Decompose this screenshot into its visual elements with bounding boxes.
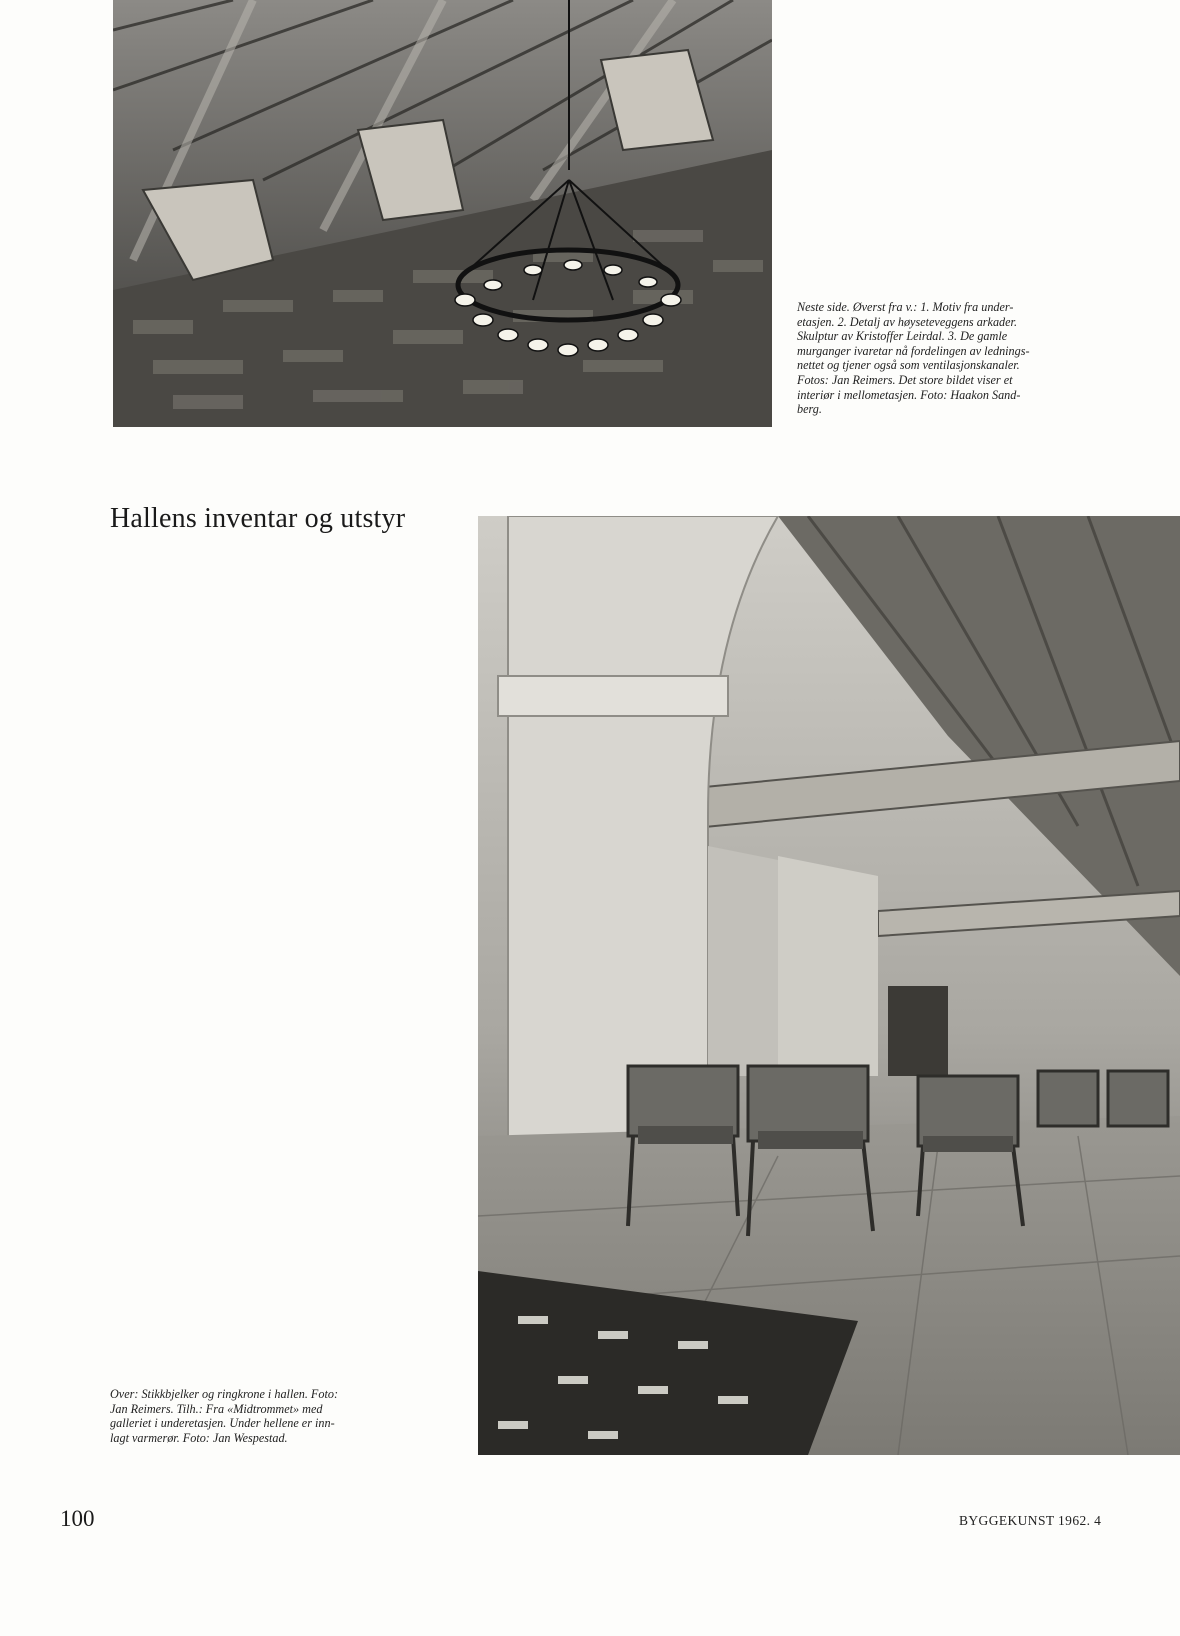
caption-line: berg. <box>797 402 822 417</box>
photo-roof-beams-chandelier <box>113 0 772 427</box>
caption-line: Over: Stikkbjelker og ringkrone i hallen. Foto: <box>110 1387 338 1401</box>
caption-line: etasjen. 2. Detalj av høyseteveggens arkader. <box>797 314 1017 329</box>
photo-hall-interior-image <box>478 516 1180 1455</box>
caption-line: Skulptur av Kristoffer Leirdal. 3. De gamle <box>797 329 1008 344</box>
journal-issue: BYGGEKUNST 1962. 4 <box>959 1513 1102 1528</box>
caption-next-page <box>797 300 1115 417</box>
section-title: Hallens inventar og utstyr <box>110 503 406 534</box>
photo-hall-interior <box>478 516 1180 1455</box>
caption-line: Jan Reimers. Tilh.: Fra «Midtrommet» med <box>110 1401 323 1416</box>
caption-line: Fotos: Jan Reimers. Det store bildet viser et <box>797 372 1013 387</box>
caption-line: murganger ivaretar nå fordelingen av lednings- <box>797 343 1030 358</box>
caption-line: galleriet i underetasjen. Under hellene er inn- <box>110 1416 335 1431</box>
caption-line: Neste side. Øverst fra v.: 1. Motiv fra under- <box>797 300 1014 314</box>
caption-line: interiør i mellometasjen. Foto: Haakon Sand- <box>797 387 1021 402</box>
caption-line: lagt varmerør. Foto: Jan Wespestad. <box>110 1430 288 1445</box>
page-number: 100 <box>60 1506 95 1531</box>
caption-line: nettet og tjener også som ventilasjonskanaler. <box>797 358 1020 373</box>
caption-photos <box>110 1387 426 1445</box>
photo-roof-beams-chandelier-image <box>113 0 772 427</box>
